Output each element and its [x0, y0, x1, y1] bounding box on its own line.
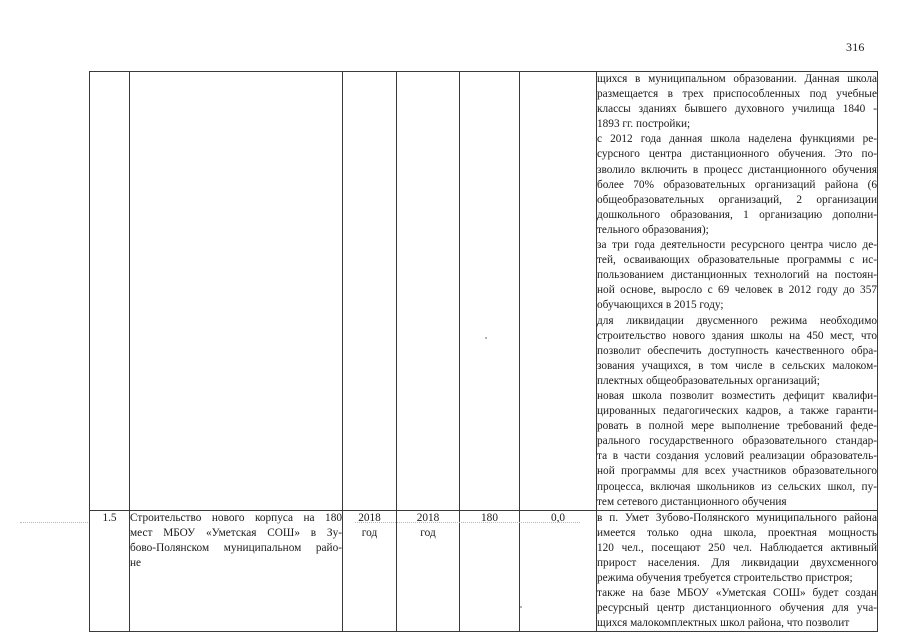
end-year-unit: год: [420, 526, 436, 539]
scan-speck: [520, 606, 522, 608]
text-line: режима обучения требуется строительство пристроя;: [597, 572, 853, 585]
cell-cost: [520, 72, 597, 511]
project-name-line: Строительство нового корпуса на 180: [130, 511, 342, 524]
cell-number: [90, 72, 130, 511]
cell-capacity: [460, 510, 520, 632]
text-line: ной программы для всех участников образовательного: [597, 465, 877, 478]
text-line: имеется только одна школа, проектная мощность: [597, 526, 877, 539]
start-year-unit: год: [361, 526, 378, 539]
table-row-continuation: [90, 72, 878, 511]
justification-text: [597, 72, 877, 510]
text-line: тей, осваивающих образовательные программы с ис-: [597, 254, 877, 267]
text-line: 1893 гг. постройки;: [597, 118, 691, 131]
cell-start-year: [343, 72, 397, 511]
cell-cost: [520, 510, 597, 632]
end-year: 2018: [416, 511, 440, 524]
text-line: за три года деятельности ресурсного центра число де-: [597, 239, 877, 252]
text-line: новая школа позволит возместить дефицит квалифи-: [597, 389, 877, 402]
scan-artifact: [20, 522, 88, 524]
text-line: с 2012 года данная школа наделена функциями ре-: [597, 133, 877, 146]
project-name-line: бово-Полянском муниципальном райо-: [130, 541, 342, 554]
text-line: строительство нового здания школы на 450 мест, что: [597, 329, 877, 342]
scan-speck: [485, 337, 487, 339]
capacity-value: 180: [481, 511, 498, 524]
cell-number: [90, 510, 130, 632]
project-name-line: мест МБОУ «Уметская СОШ» в Зу-: [130, 526, 342, 539]
text-line: цированных педагогических кадров, а также гаранти-: [597, 405, 877, 418]
text-line: позволит обеспечить доступность качественного обра-: [597, 344, 877, 357]
text-line: ровать в полной мере выполнение требований феде-: [597, 420, 877, 433]
cell-justification: [597, 510, 878, 632]
start-year: 2018: [358, 511, 381, 524]
text-line: размещается в трех приспособленных под учебные: [597, 88, 877, 101]
text-line: рального государственного образовательного стандар-: [597, 435, 877, 448]
text-line: та в части создания условий реализации образователь-: [597, 450, 877, 463]
text-line: также на базе МБОУ «Уметская СОШ» будет создан: [597, 587, 877, 600]
justification-text: [597, 511, 877, 632]
text-line: дошкольного образования, 1 организацию дополни-: [597, 208, 877, 221]
text-line: обучающихся в 2015 году;: [597, 299, 724, 312]
text-line: сурсного центра дистанционного обучения. Это по-: [597, 148, 877, 161]
row-number: 1.5: [102, 511, 117, 524]
text-line: щихся малокомплектных школ района, что позволит: [597, 617, 850, 630]
text-line: ресурсный центр дистанционного обучения для уча-: [597, 602, 877, 615]
cell-name: [130, 510, 343, 632]
cell-end-year: [397, 72, 460, 511]
cost-value: 0,0: [550, 511, 566, 524]
cell-name: [130, 72, 343, 511]
text-line: плектных общеобразовательных организаций;: [597, 374, 820, 387]
cell-start-year: [343, 510, 397, 632]
text-line: общеобразовательных организаций, 2 организации: [597, 193, 877, 206]
text-line: щихся в муниципальном образовании. Данная школа: [597, 73, 877, 85]
text-line: для ликвидации двусменного режима необходимо: [597, 314, 877, 327]
scan-artifact: [355, 522, 580, 524]
text-line: 120 чел., посещают 250 чел. Наблюдается активный: [597, 541, 877, 554]
project-name-line: не: [130, 557, 142, 569]
text-line: прирост населения. Для ликвидации двухсменного: [597, 557, 877, 569]
cell-end-year: [397, 510, 460, 632]
cell-justification: [597, 72, 878, 511]
text-line: в п. Умет Зубово-Полянского муниципального района: [597, 511, 877, 524]
text-line: процесса, включая школьников из сельских школ, пу-: [597, 480, 877, 493]
projects-table: [89, 71, 878, 632]
page-number: 316: [846, 40, 865, 54]
text-line: ной основе, выросло с 69 человек в 2012 году до 357: [597, 284, 877, 297]
text-line: зволило включить в процесс дистанционного обучения: [597, 163, 877, 176]
text-line: пользованием дистанционных технологий на постоян-: [597, 269, 877, 282]
text-line: зования учащихся, в том числе в сельских малоком-: [597, 359, 877, 372]
text-line: классы зданиях бывшего духовного училища 1840 -: [597, 103, 877, 116]
text-line: тельного образования);: [597, 223, 709, 236]
cell-capacity: [460, 72, 520, 511]
table-row-1-5: [90, 510, 878, 632]
text-line: тем сетевого дистанционного обучения: [597, 495, 787, 508]
text-line: более 70% образовательных организаций района (6: [597, 178, 877, 191]
